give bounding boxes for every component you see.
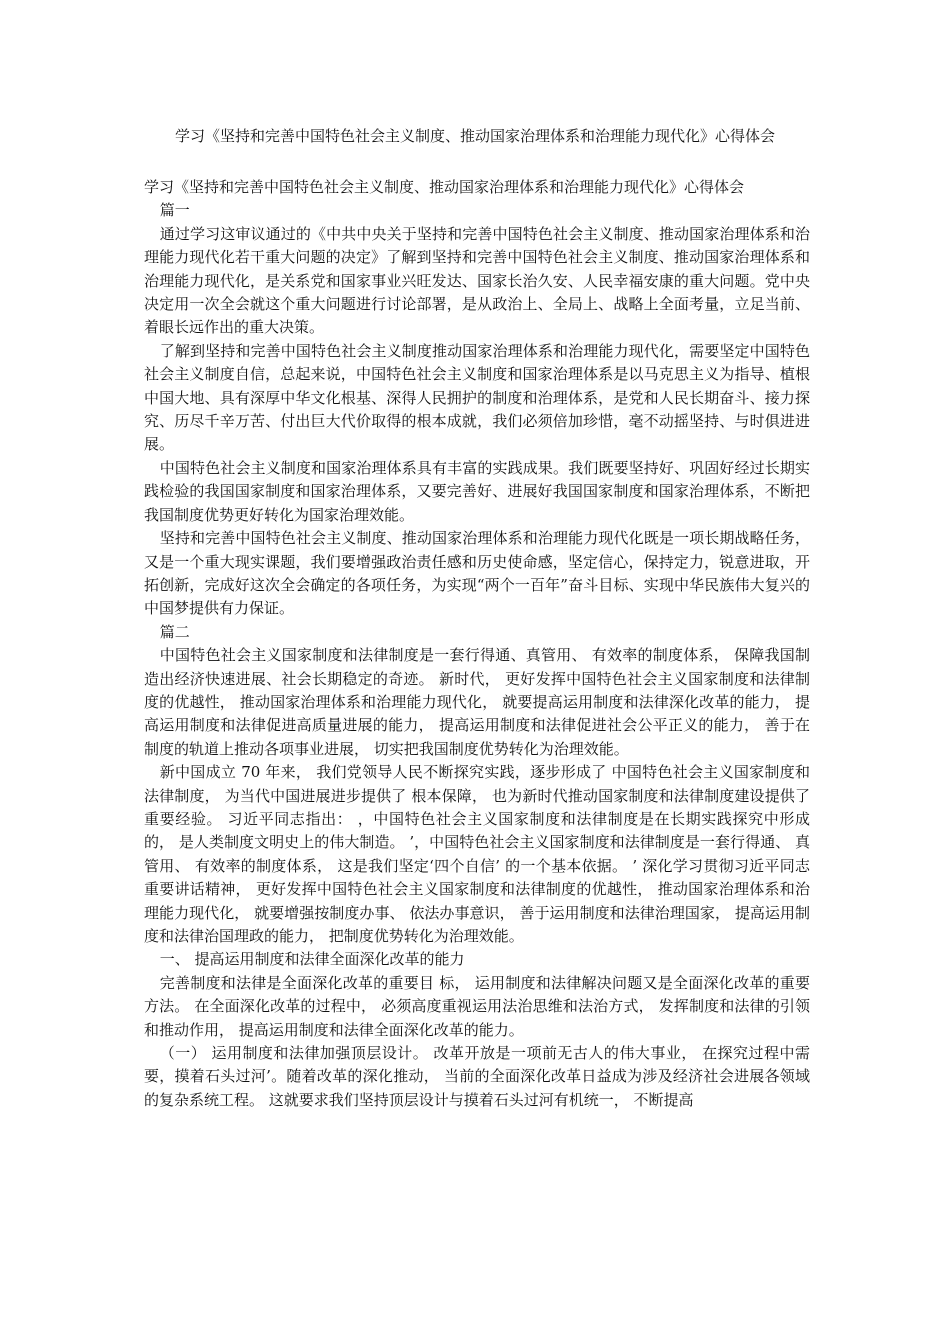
paragraph: 完善制度和法律是全面深化改革的重要目 标， 运用制度和法律解决问题又是全面深化改革的重要方法。 在全面深化改革的过程中， 必须高度重视运用法治思维和法治方式， 发挥制度和法律的引领和推动作用， 提高运用制度和法律全面深化改革的能力。 xyxy=(144,973,810,1039)
paragraph: 新中国成立 70 年来， 我们党领导人民不断探究实践，逐步形成了 中国特色社会主义国家制度和法律制度， 为当代中国进展进步提供了 根本保障， 也为新时代推动国家制度和法律制度建设提供了 重要经验。 习近平同志指出： ，中国特色社会主义国家制度和法律制度是在长期实践探究中形成的， 是人类制度文明史上的伟大制造。 ’，中国特色社会主义国家制度和法律制度是一套行得通、 真管用、 有效率的制度体系， 这是我们坚定‘四个自信’ 的一个基本依据。 ’ 深化学习贯彻习近平同志重要讲话精神， 更好发挥中国特色社会主义国家制度和法律制度的优越性， 推动国家治理体系和治理能力现代化， 就要增强按制度办事、 依法办事意识， 善于运用制度和法律治理国家， 提高运用制度和法律治国理政的能力， 把制度优势转化为治理效能。 xyxy=(144,763,810,945)
section-label-one: 篇一 xyxy=(159,201,190,220)
document-body xyxy=(144,176,810,1112)
section-label-two: 篇二 xyxy=(159,622,190,641)
subheading-one: 一、 提高运用制度和法律全面深化改革的能力 xyxy=(159,950,465,969)
paragraph: 中国特色社会主义制度和国家治理体系具有丰富的实践成果。我们既要坚持好、巩固好经过长期实践检验的我国国家制度和国家治理体系，又要完善好、进展好我国国家制度和国家治理体系，不断把我国制度优势更好转化为国家治理效能。 xyxy=(144,458,810,524)
paragraph: （一） 运用制度和法律加强顶层设计。 改革开放是一项前无古人的伟大事业， 在探究过程中需要，摸着石头过河’。随着改革的深化推动， 当前的全面深化改革日益成为涉及经济社会进展各领域的复杂系统工程。 这就要求我们坚持顶层设计与摸着石头过河有机统一， 不断提高 xyxy=(144,1044,810,1109)
paragraph: 中国特色社会主义国家制度和法律制度是一套行得通、真管用、 有效率的制度体系， 保障我国制造出经济快速进展、社会长期稳定的奇迹。 新时代， 更好发挥中国特色社会主义国家制度和法律制度的优越性， 推动国家治理体系和治理能力现代化， 就要提高运用制度和法律深化改革的能力， 提高运用制度和法律促进高质量进展的能力， 提高运用制度和法律促进社会公平正义的能力， 善于在制度的轨道上推动各项事业进展， 切实把我国制度优势转化为治理效能。 xyxy=(144,646,810,758)
paragraph: 通过学习这审议通过的《中共中央关于坚持和完善中国特色社会主义制度、推动国家治理体系和治理能力现代化若干重大问题的决定》了解到坚持和完善中国特色社会主义制度、推动国家治理体系和治理能力现代化，是关系党和国家事业兴旺发达、国家长治久安、人民幸福安康的重大问题。党中央决定用一次全会就这个重大问题进行讨论部署，是从政治上、全局上、战略上全面考量，立足当前、着眼长远作出的重大决策。 xyxy=(144,224,810,337)
paragraph: 了解到坚持和完善中国特色社会主义制度推动国家治理体系和治理能力现代化，需要坚定中国特色社会主义制度自信，总起来说，中国特色社会主义制度和国家治理体系是以马克思主义为指导、植根中国大地、具有深厚中华文化根基、深得人民拥护的制度和治理体系，是党和人民长期奋斗、接力探究、历尽千辛万苦、付出巨大代价取得的根本成就，我们必须倍加珍惜，毫不动摇坚持、与时俱进进展。 xyxy=(144,341,810,454)
body-heading: 学习《坚持和完善中国特色社会主义制度、推动国家治理体系和治理能力现代化》心得体会 xyxy=(144,178,745,196)
document-title: 学习《坚持和完善中国特色社会主义制度、推动国家治理体系和治理能力现代化》心得体会 xyxy=(174,127,775,145)
paragraph: 坚持和完善中国特色社会主义制度、推动国家治理体系和治理能力现代化既是一项长期战略任务，又是一个重大现实课题，我们要增强政治责任感和历史使命感，坚定信心，保持定力，锐意进取，开拓创新，完成好这次全会确定的各项任务，为实现“两个一百年”奋斗目标、实现中华民族伟大复兴的中国梦提供有力保证。 xyxy=(144,529,810,618)
